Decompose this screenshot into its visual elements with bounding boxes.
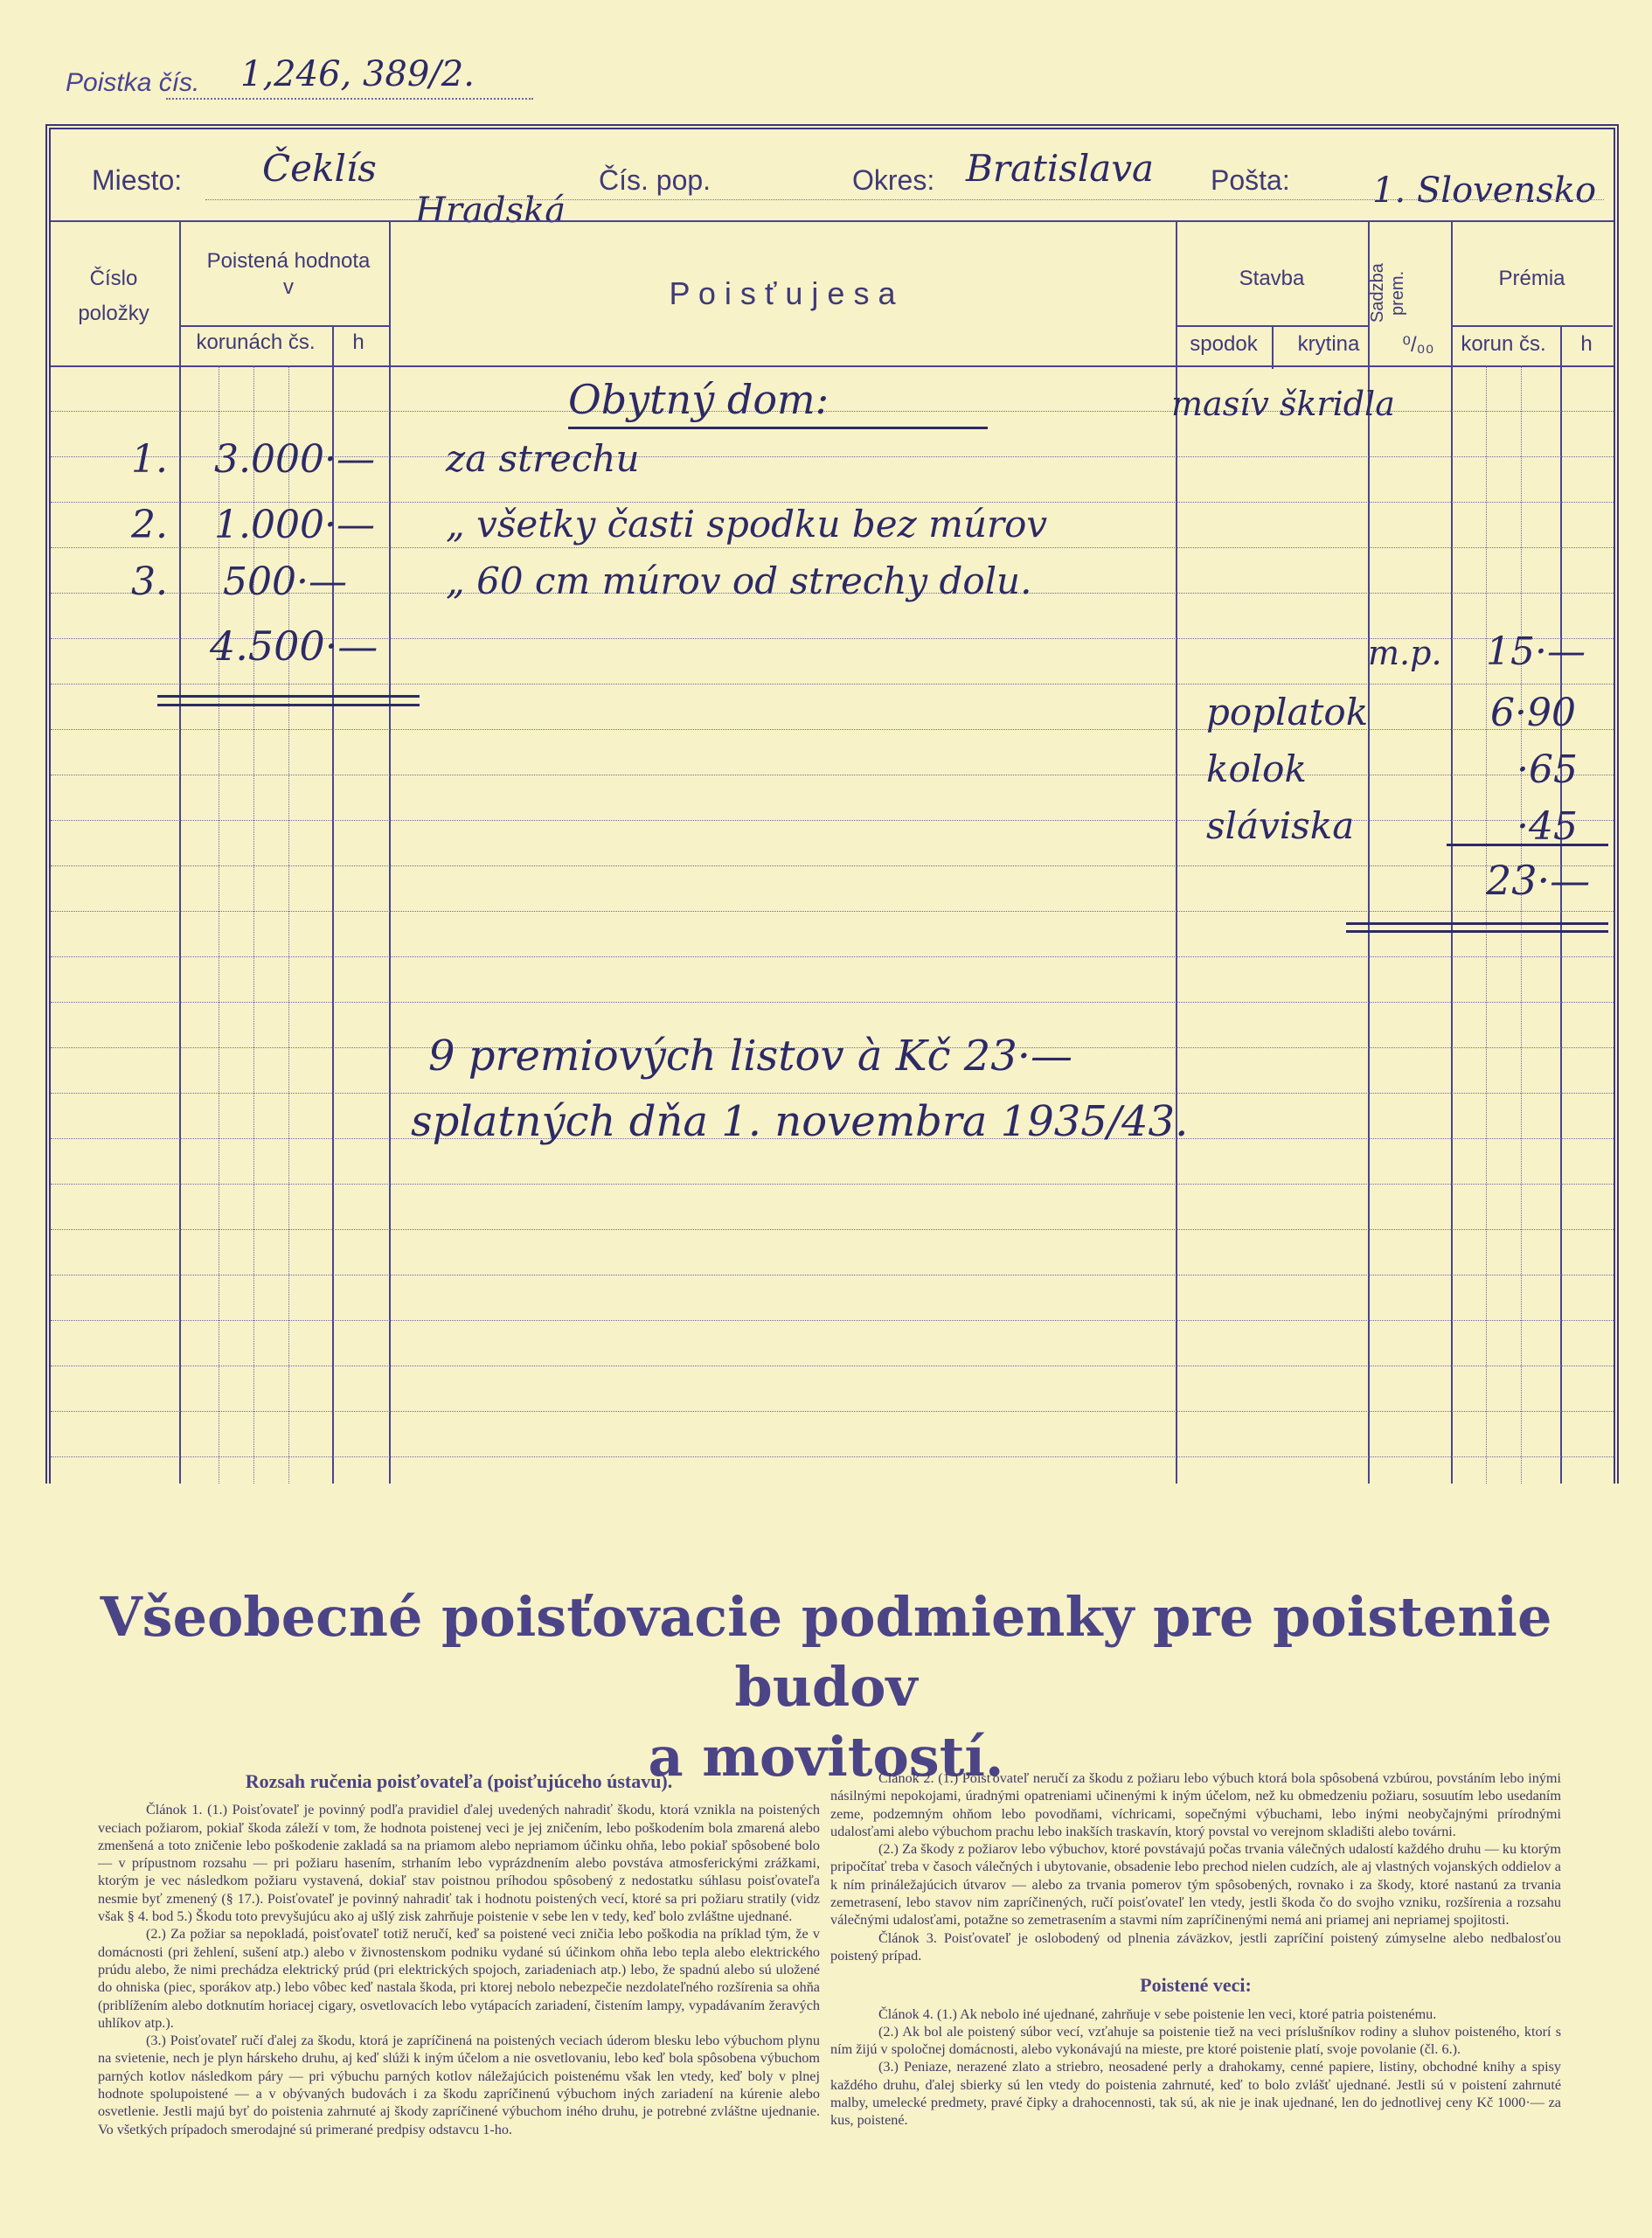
header-separator (51, 220, 1614, 222)
ledger-row-line (51, 1411, 1614, 1412)
policy-number-value: 1,246, 389/2. (240, 54, 475, 94)
col-line-1 (179, 220, 181, 1484)
article-4-para-1: Článok 4. (1.) Ak nebolo iné ujednané, zahrňuje v sebe poistenie len veci, ktoré patria poistenému. (878, 2005, 1437, 2022)
premium-mp-amount: 15·— (1486, 629, 1586, 674)
miesto-value: Čeklís (262, 147, 377, 190)
ledger-row-line (51, 1456, 1614, 1457)
article-4-para-2: (2.) Ak bol ale poistený súbor vecí, vzťahuje sa poistenie tiež na veci príslušníkov rodiny a sluhov poisteného, ktorí s ním žijú v spoločnej domácnosti, alebo vykonávajú na mieste, pre ktoré poistenie platí, svoje povolanie (čl. 6.). (830, 2023, 1561, 2058)
okres-value: Bratislava (966, 147, 1155, 190)
col-header-poistena-hodnota: Poistená hodnota (206, 249, 371, 273)
col-header-h: h (352, 330, 364, 354)
entry-construction: masív škridla (1171, 385, 1395, 423)
col-line-2 (332, 325, 334, 1484)
article-1-para-1: Článok 1. (1.) Poisťovateľ je povinný podľa pravidiel ďalej uvedených nahradiť škodu, ktorá vznikla na poistených veciach požiarom, pokiaľ škoda záleží v tom, že hodnota poistenej veci je jej zničením, lebo poškodením bola zmarená alebo zmenšená a toto zničenie lebo poškodenie zakladá sa na priamom alebo nepriamom účinku ohňa, lebo pokiaľ spôsobené bolo — v prípustnom rozsahu — pri požiaru hasením, strhaním lebo vyprázdnením alebo povstáva atmosferickými zrážkami, ktorým je vec následkom požiaru vystavená, dokiaľ stav poistnou príhodou spôsobený z nedostatku súhlasu poisťovateľa nesmie byť zmenený (§ 17.). Poisťovateľ je povinný nahradiť tak i hodnotu poistených vecí, ktoré sa pri požiaru stratily (vidz však § 4. bod 5.) Škodu toto prevyšujúcu ako aj ušlý zisk zahrňuje poistenie v sebe len v tedy, keď bolo zvláštne ujednané. (98, 1802, 820, 1925)
premium-poplatok-amount: 6·90 (1490, 691, 1576, 735)
article-1-para-3: (3.) Poisťovateľ ručí ďalej za škodu, ktorá je zapríčinená na poistených veciach úderom blesku lebo výbuchom plynu na svietenie, nech je plyn hárskeho druhu, aj keď slúži k iným účelom a nie osvetlovaniu, lebo keď bola spôsobena výbuchom parných kotlov následkom páry — pri výbuchu parných kotlov náležajúcich poistenému však len vtedy, keď boly v plnej hodnote spolupoistené — a v obývaných budovách i za škodu zapríčinenú výbuchom iných zariadení na kúrenie alebo osvetlenie. Jestli majú byť do poistenia zahrnuté aj škody zapríčinené výbuchom iného druhu, je potrebné zvláštne ujednanie. Vo všetkých prípadoch smerodajné sú primerané predpisy odstavcu 1-ho. (98, 2033, 820, 2137)
article-1-para-2: (2.) Za požiar sa nepokladá, poisťovateľ totiž neručí, keď sa poistené veci zničia lebo poškodia na príklad tým, že v domácnosti (pri žehlení, sušení atp.) alebo v živnostenskom podniku vydané sú účinkom ohňa lebo tepla alebo elektrického prúdu alebo, že nimi prechádza elektrický prúd (pri elektrických spojoch, zariadeniach atp.) lebo, že spadnú alebo sú uložené do ohniska (piec, sporákov atp.) lebo vôbec keď nastala škoda, pri ktorej nebolo nebezpečie nezdolateľného rozšírenia sa ohňa (priblížením alebo dotknutím horiacej cigary, osvetlovacích lebo vytápacích zariadení, čistením lampy, vypadávaním žeravých uhlíkov atp.). (98, 1926, 820, 2031)
row-2-number: 2. (131, 503, 168, 547)
header-sub-line-premia (1451, 325, 1613, 327)
article-3: Článok 3. Poisťovateľ je oslobodený od plnenia záväzkov, jestli zapríčiní poistený zúmyselne alebo nedbalosťou poistený prípad. (830, 1929, 1561, 1963)
ledger-row-line (51, 547, 1614, 548)
header-sub-line-left (179, 325, 389, 327)
payment-note-line-2: splatných dňa 1. novembra 1935/43. (411, 1097, 1189, 1146)
policy-number-underline (166, 98, 533, 100)
col-header-polozky: položky (78, 302, 149, 325)
cis-pop-label: Čís. pop. (599, 164, 711, 196)
row-2-value: 1.000·— (214, 503, 375, 547)
row-1-value: 3.000·— (214, 437, 375, 482)
ledger-row-line (51, 865, 1614, 866)
posta-value: 1. Slovensko (1372, 170, 1597, 211)
posta-label: Pošta: (1211, 164, 1290, 196)
cis-pop-value: Hradská (415, 191, 566, 231)
article-4-para-3: (3.) Peniaze, nerazené zlato a striebro, neosadené perly a drahokamy, cenné papiere, listiny, obchodné knihy a spisy každého druhu, ďalej sbierky sú len vtedy do poistenia zahrnuté, keď to bolo zvlášť ujednané. Jestli sú v poistení zahrnuté malby, umelecké predmety, pravé čipky a drahocennosti, tak sú, ak nie je inak ujednané, len do jednotlivej ceny Kč 1000·— za kus, poistené. (830, 2059, 1561, 2129)
total-double-line-1 (157, 695, 420, 698)
entry-heading: Obytný dom: (568, 376, 829, 423)
col-line-7 (1560, 325, 1562, 1484)
ledger-row-line (51, 1229, 1614, 1230)
conditions-title (87, 1582, 1565, 1792)
col-header-korunach: korunách čs. (196, 330, 316, 354)
premium-double-line-1 (1346, 922, 1608, 925)
col-line-6 (1451, 220, 1453, 1484)
entry-heading-underline (568, 427, 988, 429)
col-header-poistuje-sa: P o i s ť u j e s a (669, 275, 896, 311)
ledger-row-line (51, 820, 1614, 821)
ledger-row-line (51, 956, 1614, 957)
premium-slaviska-label: sláviska (1206, 804, 1355, 847)
ledger-row-line (51, 1002, 1614, 1003)
section-heading-coverage: Rozsah ručenia poisťovateľa (poisťujúceho ústavu). (245, 1770, 673, 1792)
row-3-value: 500·— (223, 560, 347, 604)
total-double-line-2 (157, 704, 420, 706)
col-header-stavba: Stavba (1239, 267, 1305, 290)
insured-total: 4.500·— (210, 622, 378, 670)
premium-total: 23·— (1486, 857, 1591, 904)
col-line-stavba-split (1272, 325, 1274, 369)
section-heading-insured-items: Poistené veci: (1140, 1974, 1252, 1997)
premium-sum-line (1447, 844, 1608, 846)
row-2-desc: „ všetky časti spodku bez múrov (446, 503, 1048, 546)
premium-kolok-amount: ·65 (1517, 747, 1578, 792)
conditions-title-line-2: a movitostí. (648, 1725, 1004, 1789)
insurance-form-frame (45, 124, 1619, 1484)
premium-poplatok-label: poplatok (1206, 691, 1369, 733)
row-3-desc: „ 60 cm múrov od strechy dolu. (446, 560, 1032, 602)
premium-double-line-2 (1346, 930, 1608, 933)
row-1-number: 1. (131, 437, 168, 482)
policy-number-label: Poistka čís. (66, 68, 200, 97)
col-header-h2: h (1580, 332, 1593, 356)
conditions-title-line-1: Všeobecné poisťovacie podmienky pre poistenie budov (100, 1585, 1552, 1719)
ledger-row-line (51, 1093, 1614, 1094)
ledger-row-line (51, 684, 1614, 685)
premium-slaviska-amount: ·45 (1517, 804, 1578, 849)
conditions-left-column (98, 1769, 820, 2138)
col-header-korun-cs: korun čs. (1461, 332, 1546, 356)
row-3-number: 3. (131, 560, 168, 604)
premium-kolok-label: kolok (1206, 747, 1307, 790)
col-line-3 (389, 220, 391, 1484)
ledger-row-line (51, 729, 1614, 730)
header-row-dotted-line (205, 199, 1604, 200)
col-header-sadzba: Sadzba prem. (1368, 263, 1407, 323)
col-header-cislo: Číslo (89, 267, 138, 290)
col-header-v: v (283, 275, 294, 299)
miesto-label: Miesto: (92, 164, 183, 196)
article-2-para-2: (2.) Za škody z požiarov lebo výbuchov, ktoré povstávajú počas trvania válečných udalostí každého druhu — ku ktorým pripočítať treba v časoch válečných i ubytovanie, obsadenie lebo prechod nielen cudzích, ale aj vlastných vojanských oddielov a k ním prináležajúcich útvarov — alebo za trvania pomerov tým spôsobených, rovnako i za škody, ktoré nastanú za trvania zemetrasení, lebo stavov nim zapríčinených, ručí poisťovateľ len vtedy, jestli škoda čo do svojho vzniku, rozšírenia a rozsahu válečnými udalosťami, potažne so zemetrasením a stavmi ním zapríčinenými nemá ani priamej ani nepriamej spojitosti. (830, 1841, 1561, 1929)
ledger-row-line (51, 1320, 1614, 1321)
col-header-spodok: spodok (1190, 332, 1258, 356)
ledger-row-line (51, 911, 1614, 912)
header-bottom-line (51, 365, 1614, 367)
ledger-row-line (51, 1184, 1614, 1185)
col-header-premia: Prémia (1498, 267, 1565, 290)
okres-label: Okres: (852, 164, 935, 196)
row-1-desc: za strechu (446, 437, 640, 480)
premium-mp-label: m.p. (1368, 634, 1442, 672)
col-header-krytina: krytina (1297, 332, 1360, 356)
col-header-promile: ⁰/₀₀ (1402, 333, 1434, 357)
payment-note-line-1: 9 premiových listov à Kč 23·— (428, 1032, 1073, 1081)
conditions-right-column (830, 1769, 1561, 2130)
article-2-para-1: Článok 2. (1.) Poisťovateľ neručí za škodu z požiaru lebo výbuch ktorá bola spôsobená vzbúrou, povstáním lebo inými násilnými nepokojami, úradnými opatreniami učinenými k iným účelom, než ku obmedzeniu požiaru, sosuutím lebo usedaním zeme, podzemným ohňom lebo povodňami, víchricami, sopečnými výbuchami, lebo inými neobyčajnými prírodnými udalosťami alebo výbuchom prachu lebo inakších traskavín, ktorý povstal vo verejnom skladišti alebo továrni. (830, 1770, 1561, 1839)
